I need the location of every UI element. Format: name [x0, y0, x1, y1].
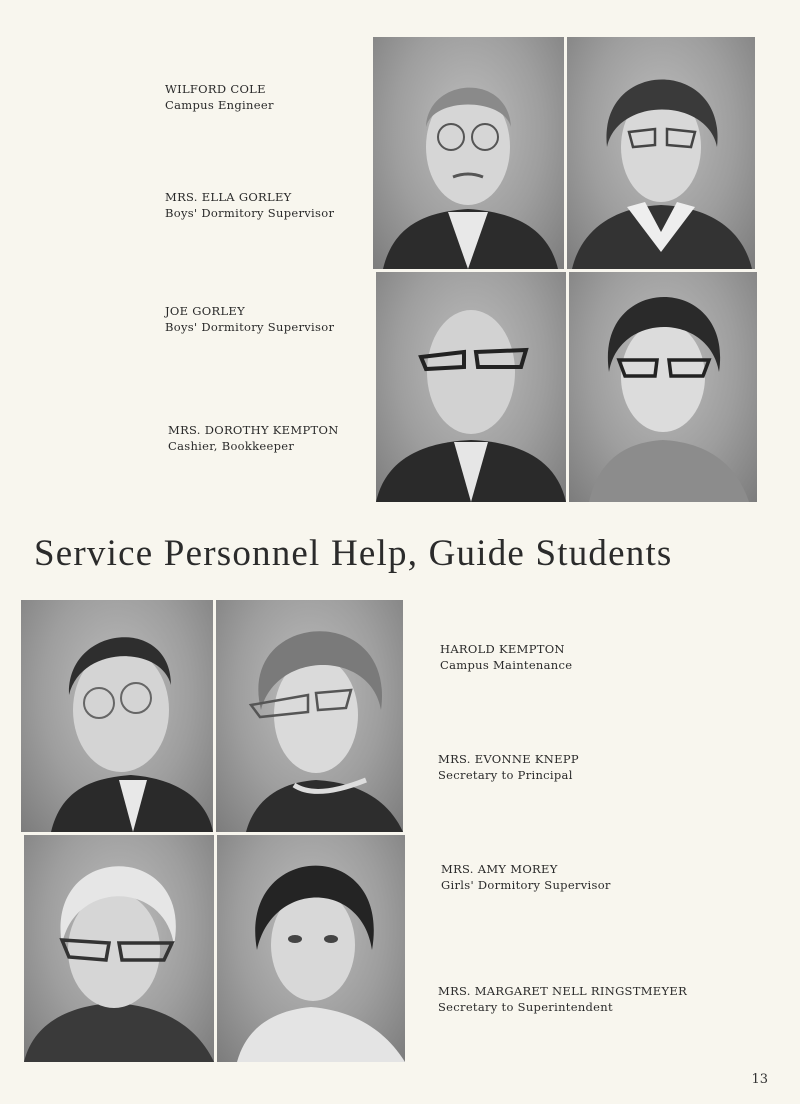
person-name: MRS. DOROTHY KEMPTON [168, 423, 339, 437]
person-name: MRS. MARGARET NELL RINGSTMEYER [438, 984, 688, 998]
caption-amy-morey [441, 861, 611, 893]
person-role: Secretary to Superintendent [438, 1000, 613, 1014]
caption-ella-gorley [165, 189, 334, 221]
photo-dorothy-kempton [569, 272, 757, 502]
photo-joe-gorley [376, 272, 566, 502]
person-name: MRS. EVONNE KNEPP [438, 752, 579, 766]
person-role: Campus Engineer [165, 98, 274, 112]
page-number: 13 [751, 1072, 768, 1087]
caption-harold-kempton [440, 641, 572, 673]
person-role: Secretary to Principal [438, 768, 573, 782]
portrait-woman-glasses-icon [569, 272, 757, 502]
caption-evonne-knepp [438, 751, 579, 783]
person-role: Girls' Dormitory Supervisor [441, 878, 611, 892]
person-role: Campus Maintenance [440, 658, 573, 672]
person-role: Boys' Dormitory Supervisor [165, 206, 335, 220]
portrait-woman-glasses-icon [216, 600, 403, 832]
portrait-man-glasses-icon [373, 37, 564, 269]
person-name: MRS. ELLA GORLEY [165, 190, 292, 204]
photo-evonne-knepp [216, 600, 403, 832]
photo-amy-morey [24, 835, 214, 1062]
caption-wilford-cole [165, 81, 274, 113]
portrait-woman-glasses-icon [24, 835, 214, 1062]
portrait-woman-glasses-icon [567, 37, 755, 269]
caption-dorothy-kempton [168, 422, 339, 454]
person-name: JOE GORLEY [165, 304, 245, 318]
person-name: MRS. AMY MOREY [441, 862, 558, 876]
portrait-woman-icon [217, 835, 405, 1062]
section-headline: Service Personnel Help, Guide Students [34, 533, 673, 574]
caption-margaret-ringstmeyer [438, 983, 687, 1015]
photo-wilford-cole [373, 37, 564, 269]
person-role: Cashier, Bookkeeper [168, 439, 295, 453]
person-role: Boys' Dormitory Supervisor [165, 320, 335, 334]
portrait-man-glasses-icon [376, 272, 566, 502]
photo-harold-kempton [21, 600, 213, 832]
photo-ella-gorley [567, 37, 755, 269]
person-name: HAROLD KEMPTON [440, 642, 565, 656]
caption-joe-gorley [165, 303, 334, 335]
portrait-man-glasses-icon [21, 600, 213, 832]
person-name: WILFORD COLE [165, 82, 266, 96]
photo-margaret-ringstmeyer [217, 835, 405, 1062]
